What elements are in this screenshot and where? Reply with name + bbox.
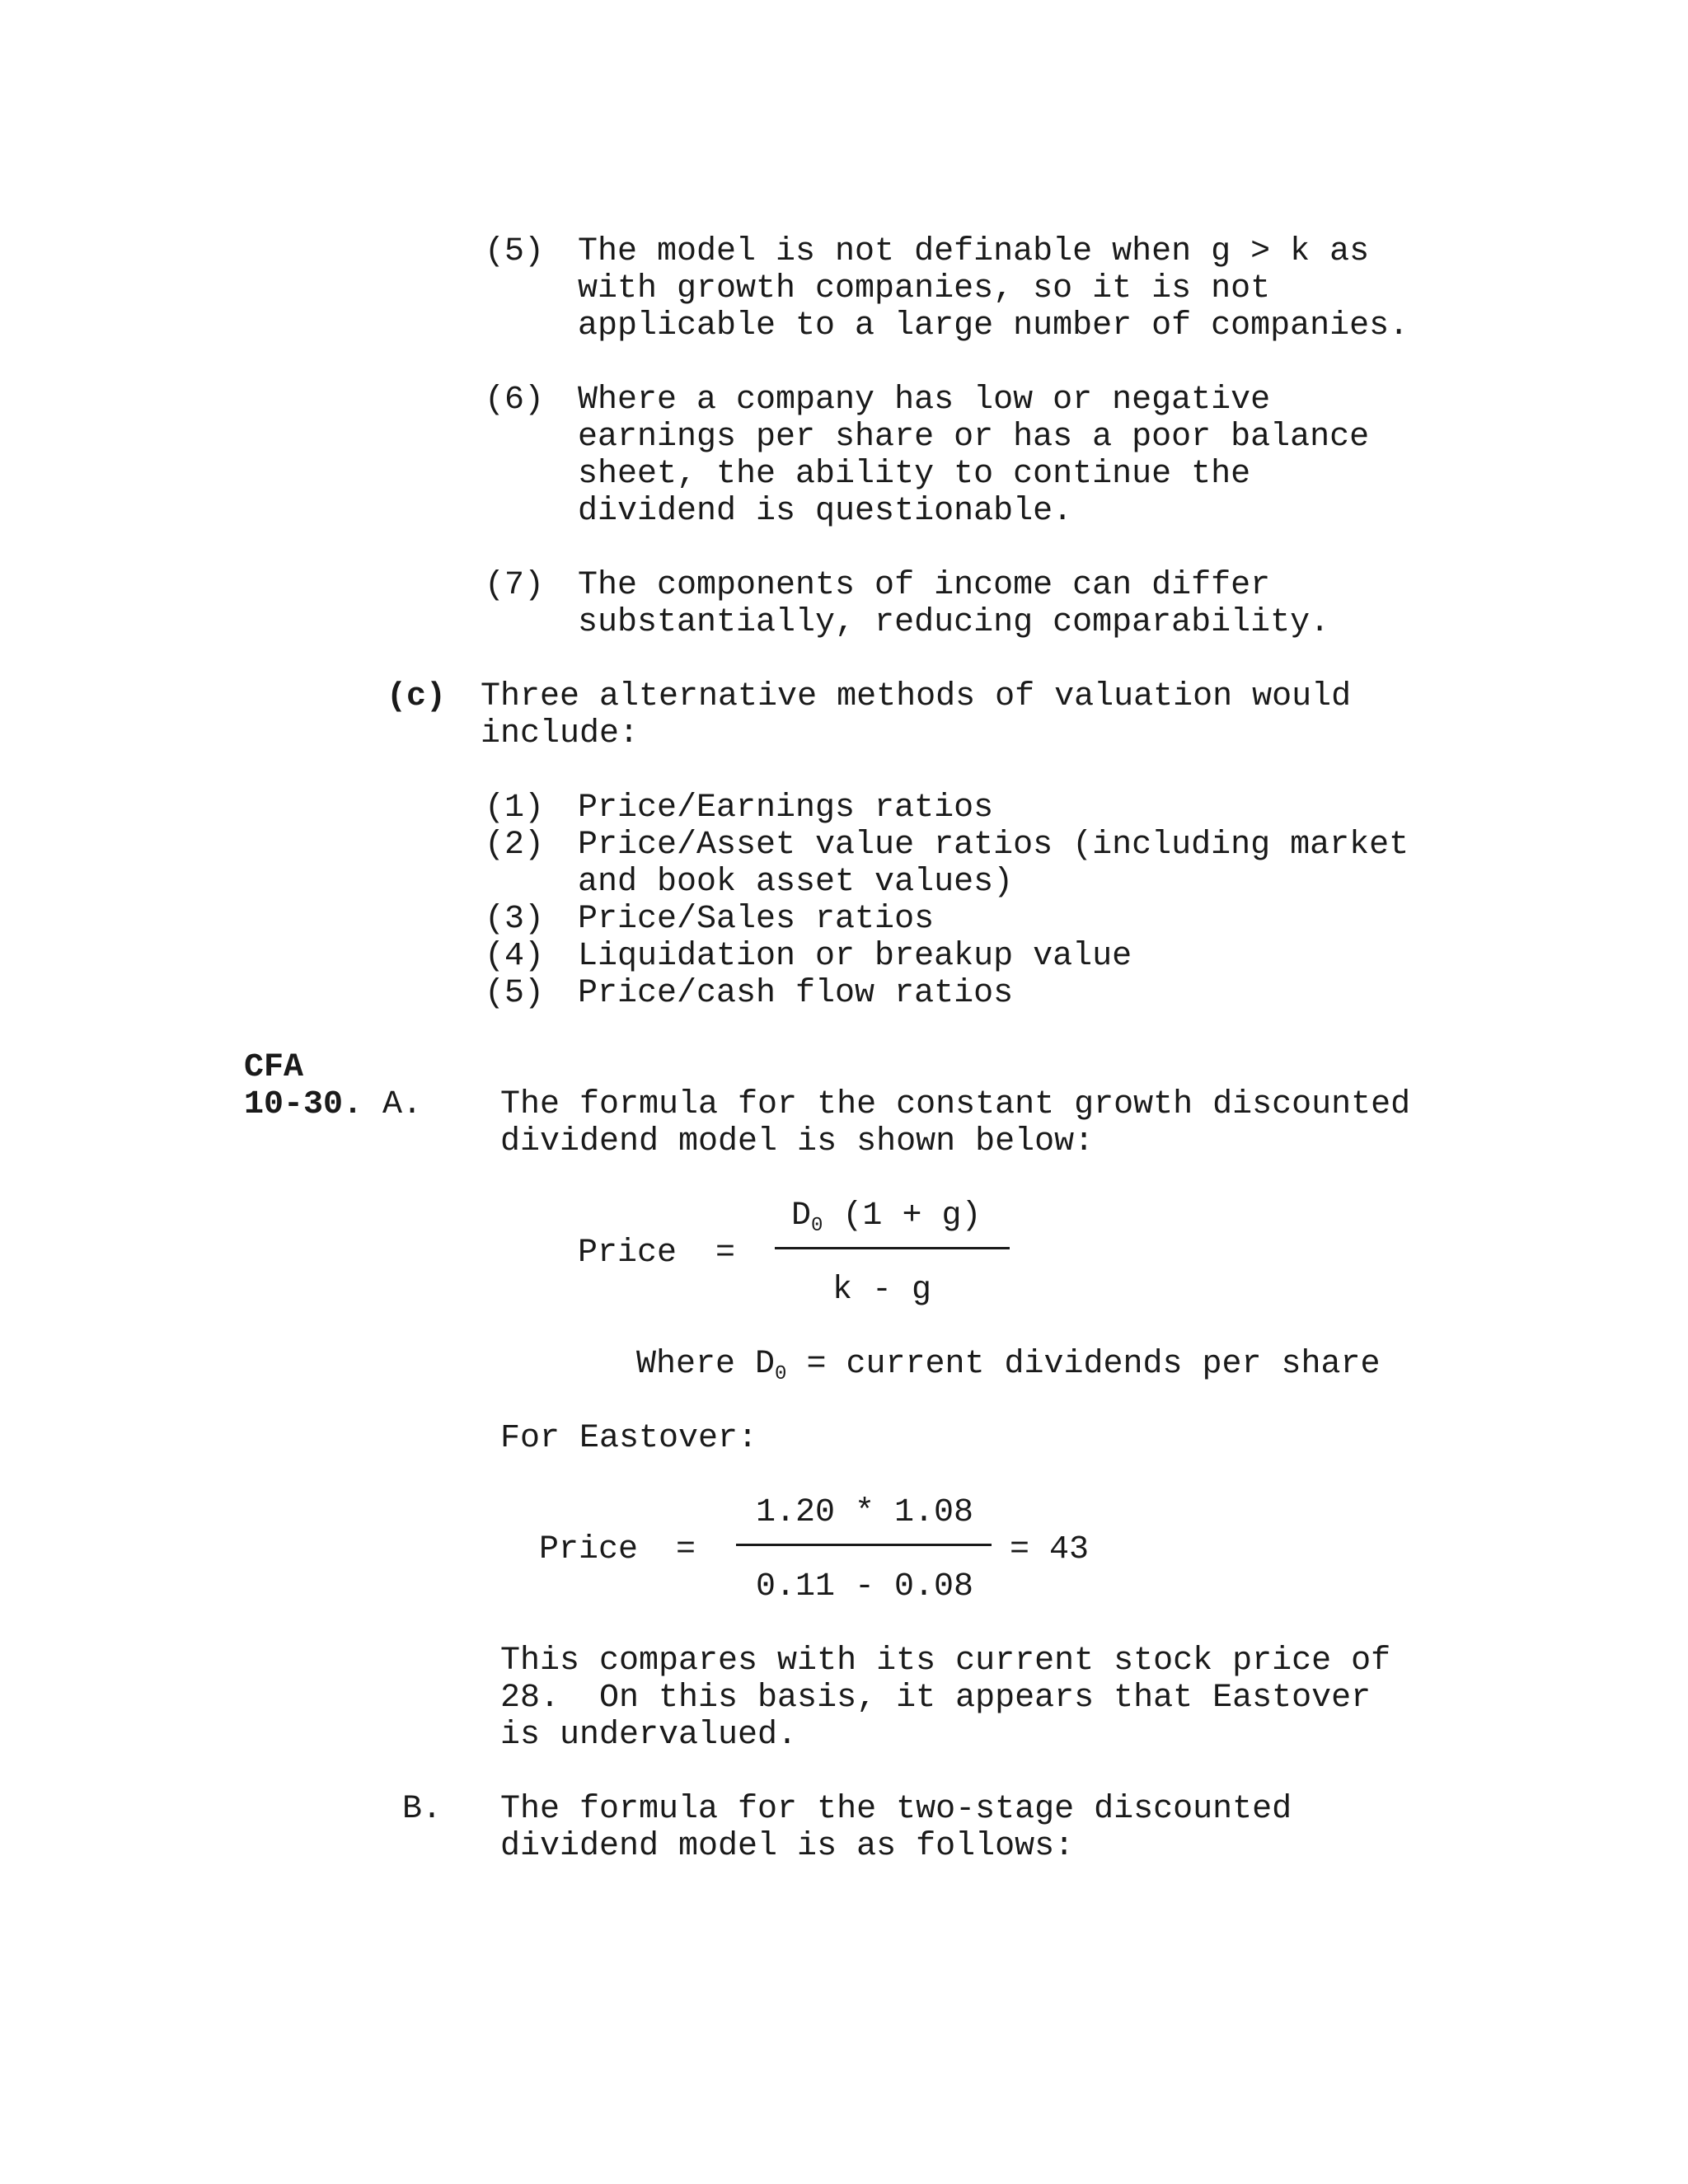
method-1-text: Price/Earnings ratios [578, 790, 994, 827]
item-7-line-1: The components of income can differ [578, 567, 1271, 604]
part-b-intro-line-1: The formula for the two-stage discounted [500, 1791, 1292, 1828]
item-6-line-2: earnings per share or has a poor balance [578, 419, 1370, 456]
calc-numerator: 1.20 * 1.08 [756, 1494, 974, 1531]
part-b-intro-line-2: dividend model is as follows: [500, 1828, 1075, 1865]
part-c-intro-line-1: Three alternative methods of valuation would [481, 678, 1352, 715]
item-6-number: (6) [485, 382, 545, 419]
part-c-intro-line-2: include: [481, 715, 640, 752]
calc-fraction-bar [736, 1544, 992, 1546]
for-eastover-label: For Eastover: [500, 1420, 758, 1457]
calc-result: = 43 [1010, 1531, 1090, 1568]
method-3-text: Price/Sales ratios [578, 901, 935, 938]
item-5-line-3: applicable to a large number of companies. [578, 307, 1409, 344]
method-2-number: (2) [485, 827, 545, 864]
conclusion-line-2: 28. On this basis, it appears that Eastover [500, 1680, 1372, 1717]
method-1-number: (1) [485, 790, 545, 827]
method-2-text-line-1: Price/Asset value ratios (including market [578, 827, 1409, 864]
item-5-line-1: The model is not definable when g > k as [578, 233, 1370, 270]
calc-denominator: 0.11 - 0.08 [756, 1568, 974, 1605]
item-6-line-1: Where a company has low or negative [578, 382, 1271, 419]
method-3-number: (3) [485, 901, 545, 938]
conclusion-line-3: is undervalued. [500, 1717, 798, 1754]
item-7-line-2: substantially, reducing comparability. [578, 604, 1330, 641]
item-5-number: (5) [485, 233, 545, 270]
problem-number: 10-30. [244, 1086, 363, 1123]
calc-equals: = [676, 1531, 696, 1568]
formula-where-line: Where $D_0$ = current dividends per share [636, 1346, 1381, 1385]
method-4-number: (4) [485, 938, 545, 975]
part-c-label: (c) [387, 678, 447, 715]
part-a-intro-line-1: The formula for the constant growth discounted [500, 1086, 1411, 1123]
formula-fraction-bar [775, 1247, 1010, 1249]
item-5-line-2: with growth companies, so it is not [578, 270, 1271, 307]
method-2-text-line-2: and book asset values) [578, 864, 1014, 901]
item-6-line-4: dividend is questionable. [578, 493, 1073, 530]
part-b-label: B. [402, 1791, 443, 1828]
formula-equals: = [715, 1235, 736, 1272]
formula-numerator: $D_0$ (1 + g) [791, 1197, 982, 1237]
conclusion-line-1: This compares with its current stock price of [500, 1643, 1391, 1680]
calc-lhs-price: Price [539, 1531, 639, 1568]
method-5-text: Price/cash flow ratios [578, 975, 1014, 1012]
item-7-number: (7) [485, 567, 545, 604]
method-4-text: Liquidation or breakup value [578, 938, 1132, 975]
formula-lhs-price: Price [578, 1235, 678, 1272]
part-a-intro-line-2: dividend model is shown below: [500, 1123, 1095, 1160]
cfa-label: CFA [244, 1049, 304, 1086]
formula-denominator: k - g [832, 1272, 932, 1309]
item-6-line-3: sheet, the ability to continue the [578, 456, 1251, 493]
method-5-number: (5) [485, 975, 545, 1012]
part-a-label: A. [382, 1086, 423, 1123]
